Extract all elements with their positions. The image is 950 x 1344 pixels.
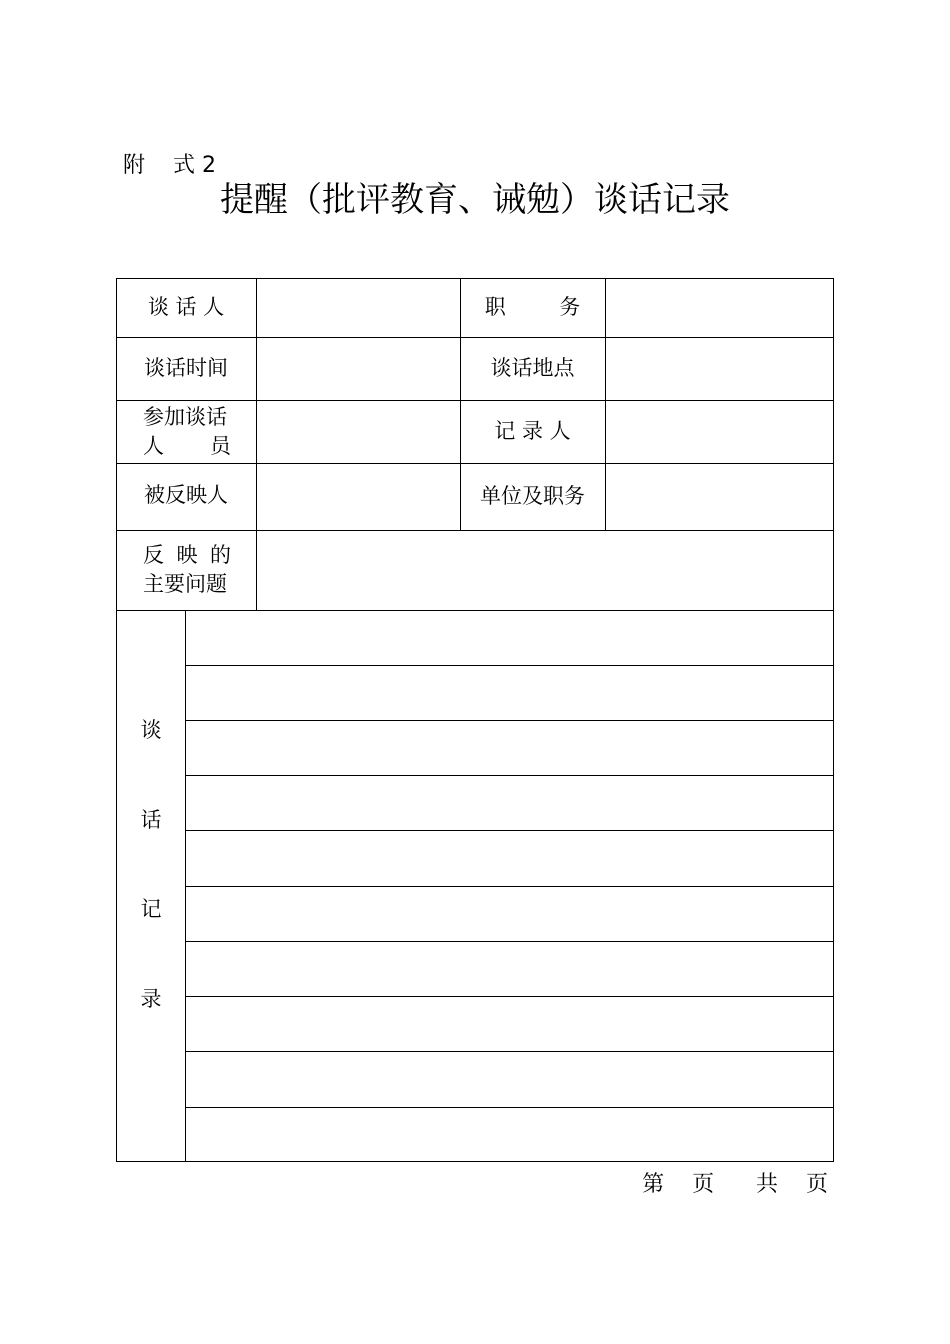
record-line-field[interactable]: [186, 1108, 833, 1161]
record-label-char: 记: [140, 897, 162, 921]
label-participants: [143, 400, 231, 463]
label-participants-char: 人: [143, 433, 164, 458]
label-main-issues-char: 的: [210, 543, 231, 567]
form-title: 提醒（批评教育、诫勉）谈话记录: [220, 180, 730, 220]
label-interview-location: 谈话地点: [490, 356, 575, 380]
interview-location-field[interactable]: [606, 338, 833, 400]
page-number: 第 页 共 页: [642, 1172, 828, 1197]
annex-label: 附 式 2: [123, 153, 216, 178]
record-line-field[interactable]: [186, 831, 833, 886]
record-line-field[interactable]: [186, 1052, 833, 1107]
main-issues-field[interactable]: [257, 531, 833, 610]
border-bottom: [116, 1161, 834, 1162]
label-unit-and-position: 单位及职务: [480, 484, 585, 508]
recorder-field[interactable]: [606, 401, 833, 463]
record-line-field[interactable]: [186, 997, 833, 1051]
label-main-issues-char: 反: [143, 543, 164, 567]
position-field[interactable]: [606, 279, 833, 337]
label-participants-line2: [143, 432, 231, 461]
interviewer-field[interactable]: [257, 279, 460, 337]
record-label-char: 录: [140, 987, 162, 1011]
record-line-field[interactable]: [186, 721, 833, 775]
interview-record-form: [116, 278, 834, 1162]
label-main-issues-line2: 主要问题: [143, 572, 227, 596]
label-participants-line1: 参加谈话: [143, 404, 227, 429]
record-line-field[interactable]: [186, 887, 833, 941]
record-label-char: 谈: [140, 718, 162, 742]
label-interviewer: 谈 话 人: [147, 295, 225, 319]
record-line-field[interactable]: [186, 666, 833, 720]
reported-person-field[interactable]: [257, 464, 460, 530]
label-main-issues-line1: [143, 541, 231, 570]
participants-field[interactable]: [257, 401, 460, 463]
label-interview-time: 谈话时间: [144, 356, 228, 380]
record-line-field[interactable]: [186, 776, 833, 830]
interview-time-field[interactable]: [257, 338, 460, 400]
label-reported-person: 被反映人: [144, 482, 228, 507]
label-participants-char: 员: [210, 433, 231, 458]
label-recorder: 记 录 人: [494, 419, 571, 443]
record-line-field[interactable]: [186, 611, 833, 665]
label-main-issues: [143, 530, 231, 610]
record-line-field[interactable]: [186, 942, 833, 996]
unit-and-position-field[interactable]: [606, 464, 833, 530]
label-position: 职 务: [484, 295, 581, 319]
label-main-issues-char: 映: [176, 543, 198, 567]
record-label-char: 话: [140, 808, 162, 832]
